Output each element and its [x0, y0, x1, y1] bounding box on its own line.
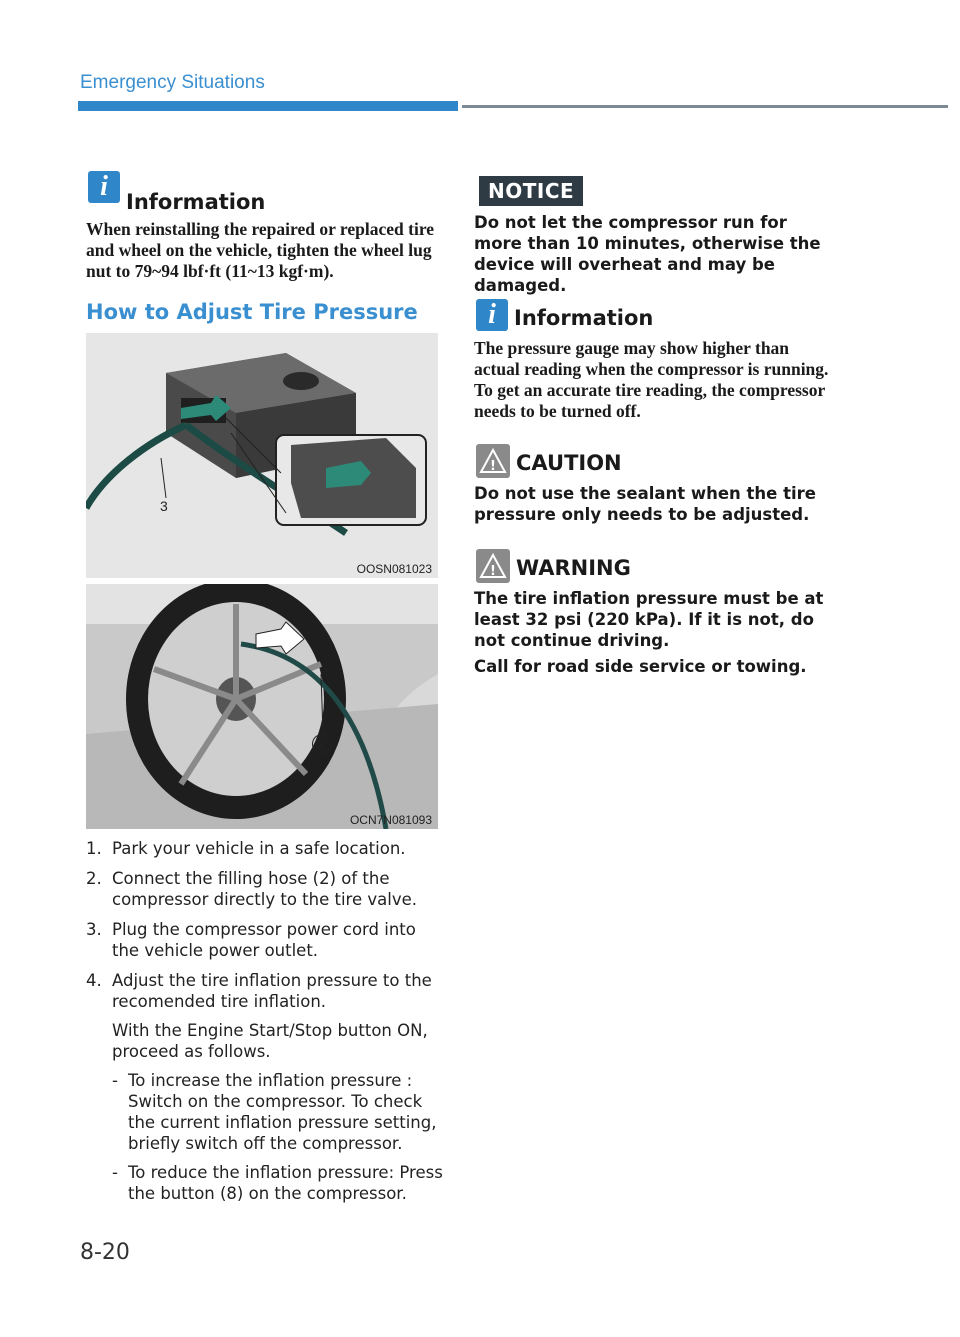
sub-step-text: To increase the inflation pressure : Switch on the compressor. To check the current inflation pressure setting, briefly switch off the compressor.	[128, 1071, 437, 1153]
info-icon: i	[88, 171, 120, 203]
warning-triangle-icon	[476, 444, 510, 478]
notice-badge: NOTICE	[479, 176, 583, 206]
step-text: Park your vehicle in a safe location.	[112, 839, 406, 858]
caution-text: Do not use the sealant when the tire pressure only needs to be adjusted.	[474, 484, 816, 524]
page-number: 8-20	[80, 1240, 130, 1265]
sub-step-text: To reduce the inflation pressure: Press the button (8) on the compressor.	[128, 1163, 443, 1203]
step-text: Connect the filling hose (2) of the compressor directly to the tire valve.	[112, 869, 417, 909]
svg-text:!: !	[490, 564, 496, 579]
step-item	[86, 970, 446, 1204]
section-heading: How to Adjust Tire Pressure	[86, 300, 418, 324]
header-accent-bar	[78, 101, 458, 111]
step-paragraph: With the Engine Start/Stop button ON, proceed as follows.	[112, 1021, 428, 1061]
step-number: 1.	[86, 839, 102, 858]
header-rule	[462, 105, 948, 108]
info-text: The pressure gauge may show higher than actual reading when the compressor is running. To get an accurate tire reading, the compressor needs to be turned off.	[474, 338, 829, 421]
tire-illustration	[86, 584, 438, 829]
info-title: Information	[514, 306, 654, 330]
figure-tire	[86, 584, 438, 829]
figure-code: OCN7N081093	[349, 813, 432, 827]
warning-text: The tire inflation pressure must be at least 32 psi (220 kPa). If it is not, do not continue driving.	[474, 589, 824, 650]
dash-marker: -	[112, 1071, 118, 1090]
caution-icon	[476, 444, 510, 478]
notice-text: Do not let the compressor run for more than 10 minutes, otherwise the device will overheat and may be damaged.	[474, 213, 821, 295]
step-number: 2.	[86, 869, 102, 888]
step-item	[86, 868, 446, 910]
compressor-illustration	[86, 333, 438, 578]
step-number: 3.	[86, 920, 102, 939]
info-text: When reinstalling the repaired or replaced tire and wheel on the vehicle, tighten the wheel lug nut to 79~94 lbf·ft (11~13 kgf·m).	[86, 219, 435, 281]
info-title: Information	[126, 190, 266, 214]
procedure-steps	[86, 838, 446, 1213]
dash-marker: -	[112, 1163, 118, 1182]
step-number: 4.	[86, 971, 102, 990]
caution-title: CAUTION	[516, 451, 622, 475]
svg-text:!: !	[490, 459, 496, 474]
figure-callout-2: 2	[312, 734, 332, 754]
step-text: Plug the compressor power cord into the vehicle power outlet.	[112, 920, 416, 960]
warning-icon	[476, 549, 510, 583]
sub-step	[112, 1162, 446, 1204]
sub-step	[112, 1070, 446, 1154]
figure-callout-3: 3	[160, 498, 168, 514]
section-header-title: Emergency Situations	[80, 72, 265, 93]
step-item	[86, 919, 446, 961]
step-text: Adjust the tire inflation pressure to the recomended tire inflation.	[112, 971, 432, 1011]
figure-code: OOSN081023	[356, 562, 432, 576]
info-icon: i	[476, 299, 508, 331]
step-item	[86, 838, 446, 859]
warning-triangle-icon	[476, 549, 510, 583]
warning-text-2: Call for road side service or towing.	[474, 657, 807, 676]
warning-title: WARNING	[516, 556, 631, 580]
figure-compressor	[86, 333, 438, 578]
